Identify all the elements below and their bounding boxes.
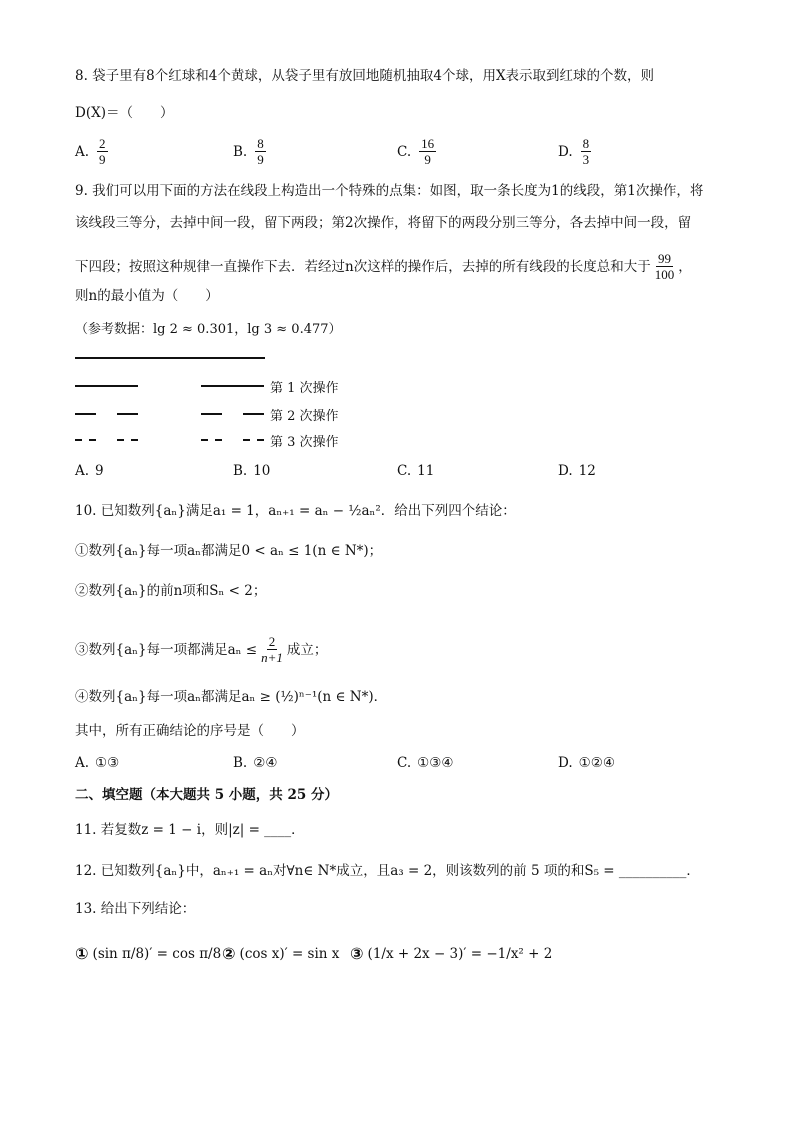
q10-conclusion-3 <box>75 634 327 665</box>
q10-c3-post: 成立； <box>286 641 328 658</box>
q9-fraction: $\frac{99}{100}$ <box>654 251 675 282</box>
q9-line4: 则n的最小值为（ ） <box>75 288 219 304</box>
q8-b-fraction: $\frac{8}{9}$ <box>257 136 264 167</box>
q13-stem: 13. 给出下列结论： <box>75 901 196 917</box>
q10-option-a: A. ①③ <box>75 755 120 771</box>
q8-option-a <box>75 136 110 167</box>
step1-label: 第 1 次操作 <box>270 381 339 396</box>
option-label: C. <box>397 143 412 160</box>
q13-item-1 <box>75 944 221 963</box>
option-label: A. <box>75 143 90 160</box>
q10-c3-fraction: $\frac{2}{n+1}$ <box>261 634 283 665</box>
q9-option-c: C. 11 <box>397 463 435 479</box>
segment-step1-right <box>201 385 264 387</box>
q9-line3-end: ， <box>678 258 692 275</box>
q10-option-d: D. ①②④ <box>558 755 615 771</box>
q13-item-3 <box>350 944 552 963</box>
section-2-heading: 二、填空题（本大题共 5 小题，共 25 分） <box>75 787 338 803</box>
segment-step3-5 <box>201 439 208 441</box>
q10-c3-text: ③数列{aₙ}每一项都满足aₙ ≤ <box>75 641 258 658</box>
q8-line2: D(X)＝（ ） <box>75 105 174 121</box>
q8-option-b <box>233 136 268 167</box>
q12: 12. 已知数列{aₙ}中，aₙ₊₁ = aₙ对∀n∈ N*成立，且a₃ = 2，则该数列的前 5 项的和S₅ = __________． <box>75 863 700 879</box>
segment-step3-6 <box>215 439 222 441</box>
segment-step3-7 <box>243 439 250 441</box>
q8-option-c <box>397 136 438 167</box>
q13-item-3-formula: (1/x + 2x − 3)′ = −1/x² + 2 <box>367 945 553 962</box>
segment-step1-left <box>75 385 138 387</box>
segment-step3-1 <box>75 439 82 441</box>
q9-line3 <box>75 251 692 282</box>
q8-stem: 8. 袋子里有8个红球和4个黄球，从袋子里有放回地随机抽取4个球，用X表示取到红球的个数，则 <box>75 68 655 84</box>
q13-item-1-formula: (sin π/8)′ = cos π/8 <box>92 945 222 962</box>
q9-reference-data: （参考数据：lg 2 ≈ 0.301，lg 3 ≈ 0.477） <box>75 322 342 337</box>
q9-line1: 9. 我们可以用下面的方法在线段上构造出一个特殊的点集：如图，取一条长度为1的线段，第1次操作，将 <box>75 183 704 199</box>
step2-label: 第 2 次操作 <box>270 409 339 424</box>
segment-step3-4 <box>131 439 138 441</box>
q9-option-d: D. 12 <box>558 463 596 479</box>
q10-option-c: C. ①③④ <box>397 755 454 771</box>
q9-line3-text: 下四段；按照这种规律一直操作下去．若经过n次这样的操作后，去掉的所有线段的长度总和大于 <box>75 258 651 275</box>
q10-stem: 10. 已知数列{aₙ}满足a₁ = 1，aₙ₊₁ = aₙ − ½aₙ²．给出下列四个结论： <box>75 503 516 519</box>
q10-option-b: B. ②④ <box>233 755 278 771</box>
item-mark: ① <box>75 944 89 963</box>
option-label: B. <box>233 143 248 160</box>
q10-conclusion-4: ④数列{aₙ}每一项aₙ都满足aₙ ≥ (½)ⁿ⁻¹(n ∈ N*)． <box>75 689 388 705</box>
q8-d-fraction: $\frac{8}{3}$ <box>582 136 590 167</box>
segment-step3-3 <box>117 439 124 441</box>
item-mark: ② <box>222 944 236 963</box>
segment-step3-2 <box>89 439 96 441</box>
q11: 11. 若复数z = 1 − i，则|z| = ____． <box>75 822 305 838</box>
q9-option-a: A. 9 <box>75 463 104 479</box>
segment-original <box>75 357 265 359</box>
segment-step2-1 <box>75 413 96 415</box>
item-mark: ③ <box>350 944 364 963</box>
q13-item-2-formula: (cos x)′ = sin x <box>239 945 340 962</box>
q13-item-2 <box>222 944 339 963</box>
q8-option-d <box>558 136 593 167</box>
q9-line2: 该线段三等分，去掉中间一段，留下两段；第2次操作，将留下的两段分别三等分，各去掉中间一段，留 <box>75 215 692 231</box>
segment-step3-8 <box>257 439 264 441</box>
q10-conclusion-2: ②数列{aₙ}的前n项和Sₙ < 2； <box>75 583 267 599</box>
q9-option-b: B. 10 <box>233 463 271 479</box>
q10-question: 其中，所有正确结论的序号是（ ） <box>75 723 305 739</box>
q10-conclusion-1: ①数列{aₙ}每一项aₙ都满足0 < aₙ ≤ 1(n ∈ N*)； <box>75 543 383 559</box>
segment-step2-4 <box>243 413 264 415</box>
q8-c-fraction: $\frac{16}{9}$ <box>421 136 435 167</box>
step3-label: 第 3 次操作 <box>270 435 339 450</box>
segment-step2-2 <box>117 413 138 415</box>
segment-step2-3 <box>201 413 222 415</box>
option-label: D. <box>558 143 573 160</box>
q8-a-fraction: $\frac{2}{9}$ <box>99 136 106 167</box>
